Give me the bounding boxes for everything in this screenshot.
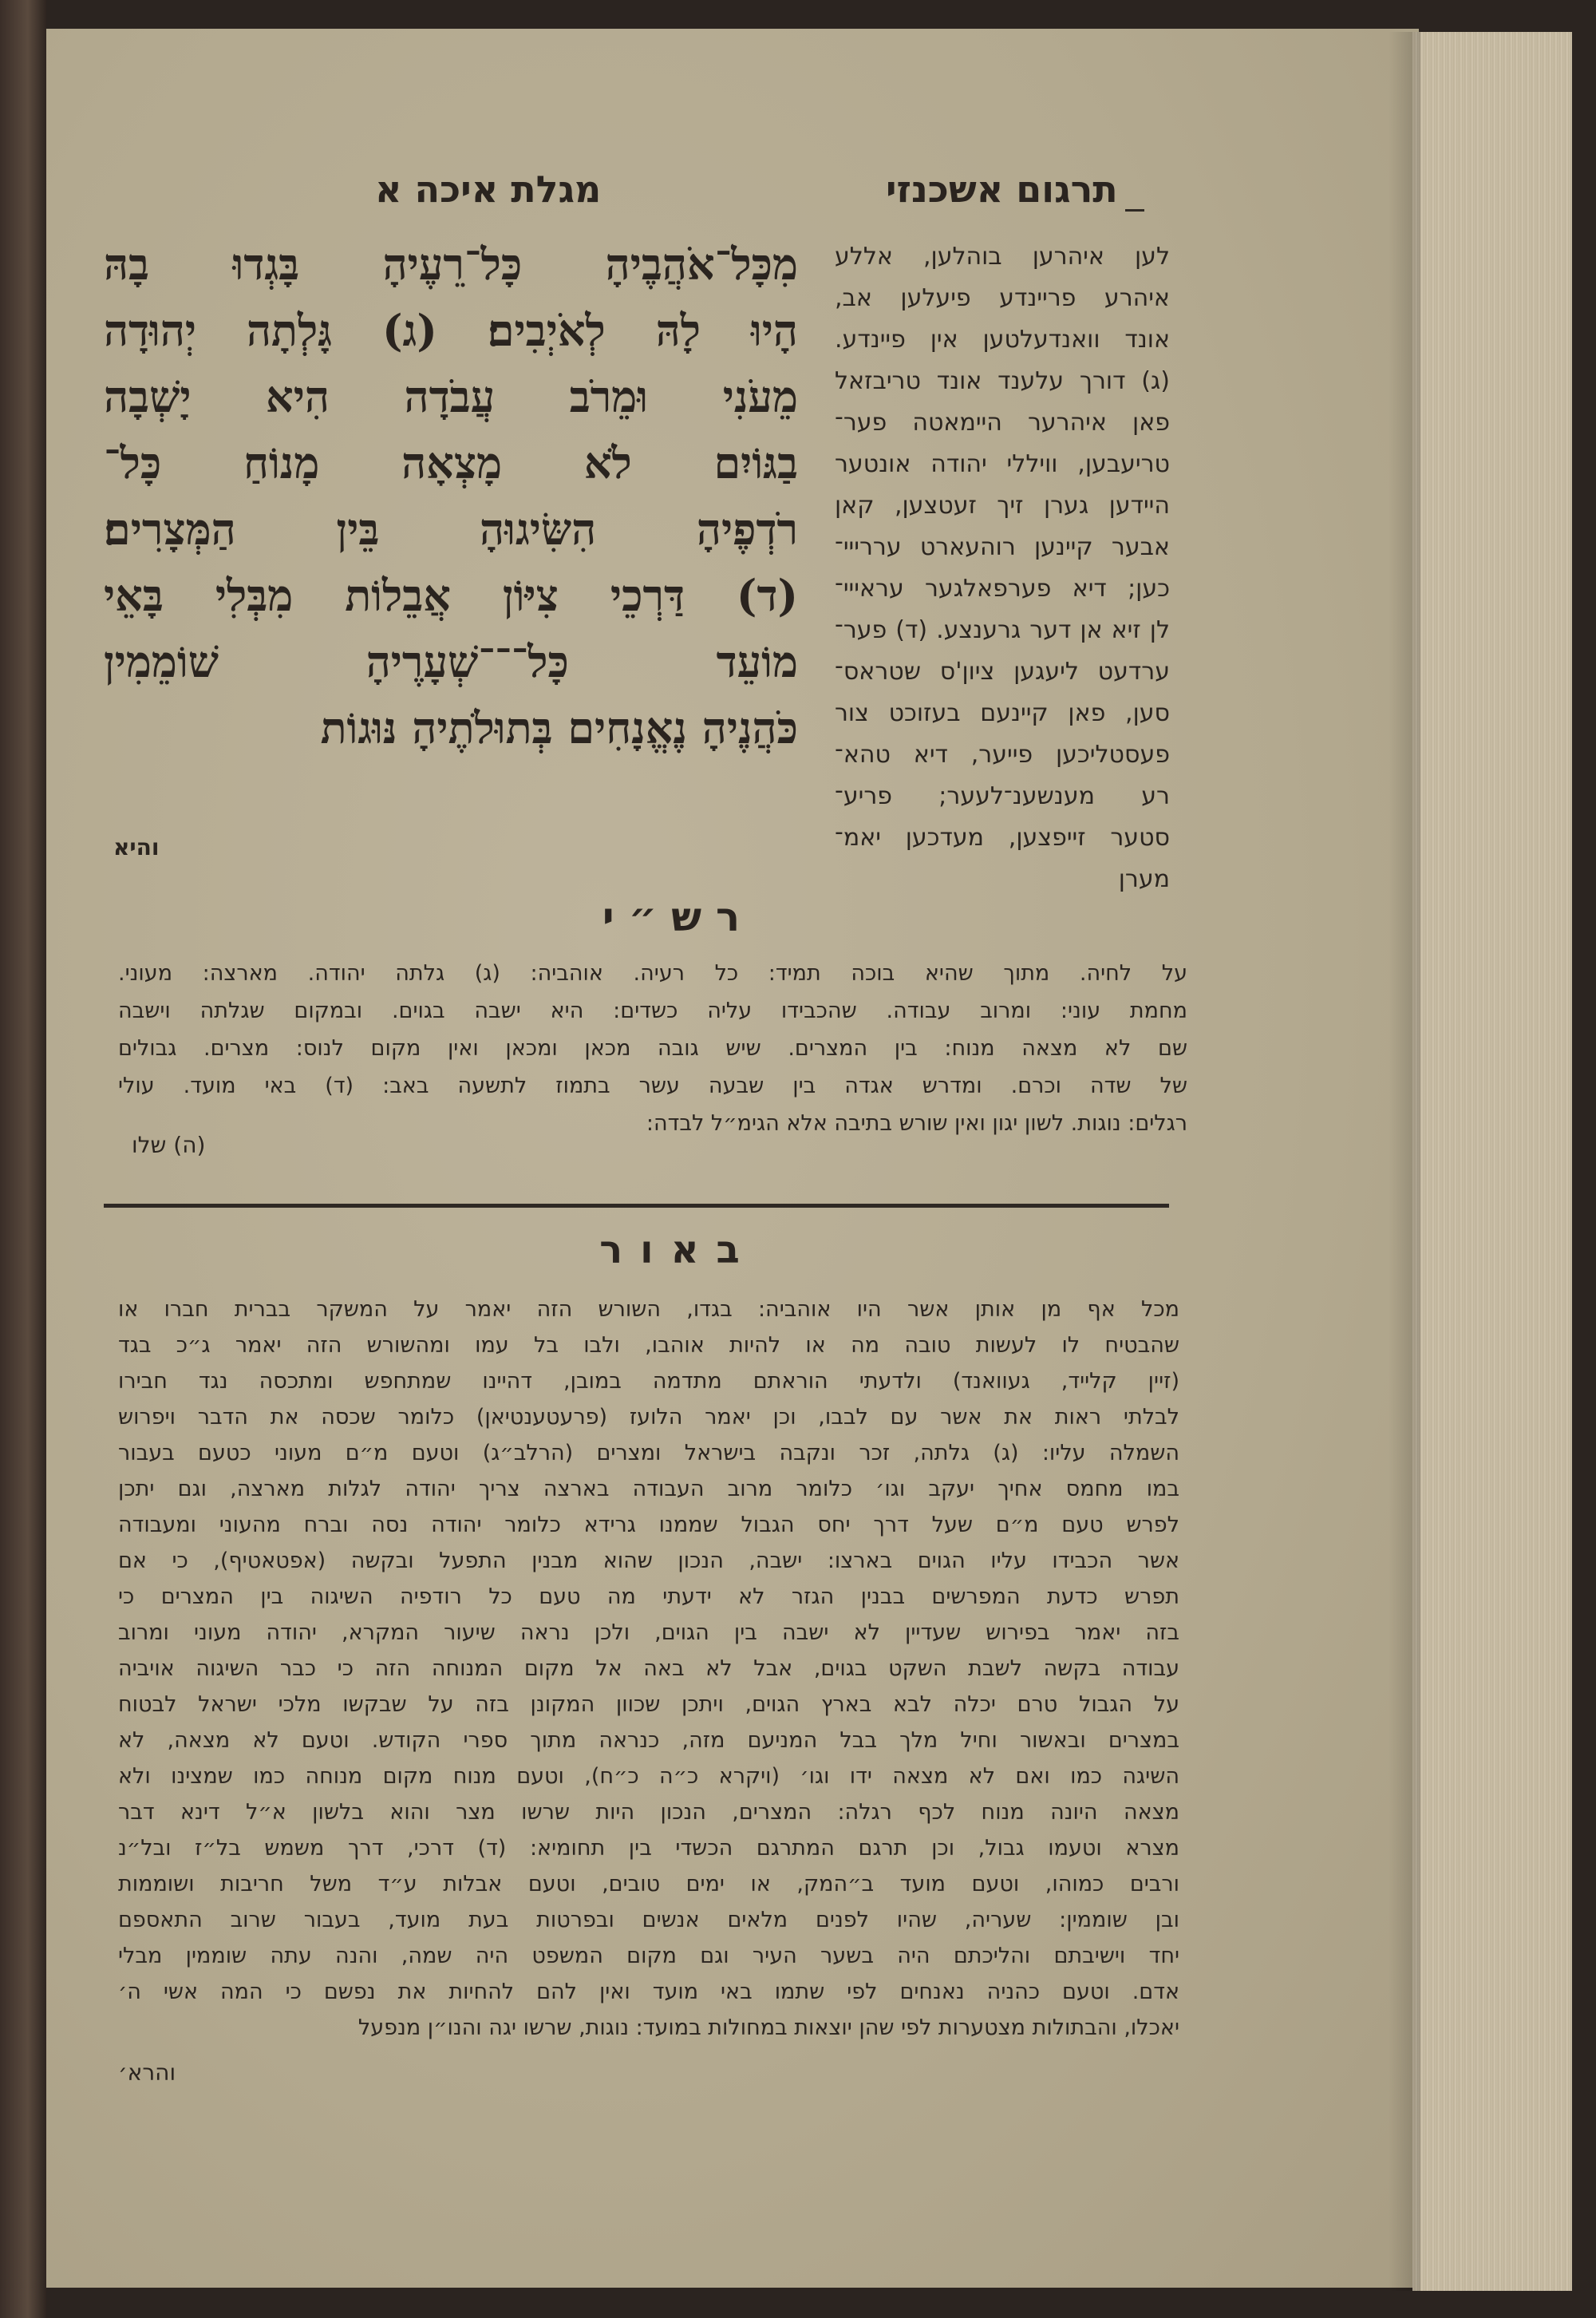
biur-line: במצרים ובאשור וחיל מלך בבל המניעם מזה, כנראה מתוך ספרי הקודש. וטעם לא מצאה, לא (118, 1728, 1179, 1753)
targum-line: מערן (1118, 865, 1170, 893)
section-divider (104, 1204, 1169, 1208)
targum-line: טריעבען, וויללי יהודה אונטער (835, 450, 1170, 478)
scripture-line: כֹּהֲנֶיהָ נֶאֱנָחִים בְּתוּלֹתֶיהָ נּוּגוֹת (320, 702, 798, 754)
biur-line: תפרש כדעת המפרשים בבנין הגזר לא ידעתי מה טעם כל רודפיה השיגוה בין המצרים כי (118, 1584, 1179, 1609)
book-spine (0, 0, 46, 2318)
biur-line: על הגבול טרם יכלה לבא בארץ הגוים, ויתכן שכוון המקונן בזה על שבקשו מלכי ישראל לבטוח (118, 1692, 1179, 1717)
biur-line: (זיין קלייד, געוואנד) ולדעתי הוראתם מתדמה במובן, דהיינו שמתחפש ומתכסה נגד חבירו (118, 1369, 1179, 1394)
biur-line: לפרש טעם מ״ם שעל דרך יחס הגבול שממנו גרידא כלומר יהודה נסה וברח מהעוני ומעבודה (118, 1513, 1179, 1537)
biur-line: יחד וישיבתם והליכתם היה בשער העיר וגם מקום המשפט היה שמה, והנה עתה שוממין מבלי (118, 1944, 1179, 1968)
targum-line: רע מענשענ־לעער; פריע־ (835, 782, 1170, 810)
targum-column (835, 236, 1170, 900)
targum-line: סען, פאן קיינעם בעזוכט צור (835, 699, 1170, 727)
biur-line: אדם. וטעם כהניה נאנחים לפי שתמו באי מועד ואין להם להחיות את נפשם כי המה אשי ה׳ (118, 1980, 1179, 2004)
targum-line: כען; דיא פערפאלגער עראייי־ (835, 575, 1170, 603)
rashi-line: של שדה וכרם. ומדרש אגדה בין שבעה עשר בתמוז לתשעה באב: (ד) באי מועד. עולי (118, 1074, 1187, 1098)
targum-line: פעסטליכען פייער, דיא טהא־ (835, 741, 1170, 769)
biur-line: השיגה כמו ואם לא מצאה ידו וגו׳ (ויקרא כ״ה כ״ח), וטעם מנוח מקום מנוחה כמו שמצינו ולא (118, 1764, 1179, 1789)
running-header-book: מגלת איכה א (375, 168, 602, 211)
biur-line: שהבטיח לו לעשות טובה מה או להיות אוהבו, ולבו בל עמו ומהשורש הזה יאמר ג״כ בגד (118, 1333, 1179, 1358)
biur-line: ובן שוממין: שעריה, שהיו לפנים מלאים אנשים ובפרטות בעת מועד, בעבור שרוב התאספם (118, 1908, 1179, 1932)
rashi-line: שם לא מצאה מנוח: בין המצרים. שיש גובה מכאן ומכאן ואין מקום לנוס: מצרים. גבולים (118, 1036, 1187, 1061)
rashi-line: על לחיה. מתוך שהיא בוכה תמיד: כל רעיה. אוהביה: (ג) גלתה יהודה. מארצה: מעוני. (118, 961, 1187, 986)
scripture-line: הָיוּ לָהּ לְאֹיְבִים׃ (ג) גָּלְתָה יְהוּדָה (104, 305, 798, 356)
biur-line: בזה יאמר בפירוש שעדיין לא ישבה בין הגוים, ולכן נראה שיעור המקרא, יהודה מעוני ומרוב (118, 1620, 1179, 1645)
biur-line: מכל אף מן אותן אשר היו אוהביה: בגדו, השורש הזה יאמר על המשקר בברית חברו או (118, 1297, 1179, 1322)
page-fore-edge (1412, 32, 1572, 2291)
targum-line: פאן איהרער היימאטה פער־ (835, 409, 1170, 437)
scripture-catchword: והיא (113, 834, 160, 860)
rashi-line: מחמת עוני: ומרוב עבודה. שהכבידו עליה כשדים: היא ישבה בגוים. ובמקום שגלתה וישבה (118, 999, 1187, 1023)
scripture-line: מוֹעֵד כָּל־־־שְׁעָרֶיהָ שׁוֹמֵמִין (104, 636, 798, 687)
scripture-line: בַגּוֹיִם לֹא מָצְאָה מָנוֹחַ כָּל־ (104, 437, 798, 489)
biur-line: מצרא וטעמו גבול, וכן תרגם המתרגם הכשדי בין תחומיא: (ד) דרכי, דרך משמש בל״ז ובל״נ (118, 1836, 1179, 1861)
targum-line: ערדעט ליעגען ציון'ס שטראס־ (835, 658, 1170, 686)
header-dash (1125, 209, 1144, 212)
biur-commentary (118, 1292, 1179, 2046)
page-edge-shadow (1389, 32, 1420, 2291)
targum-line: היידען גערן זיך זעטצען, קאן (835, 492, 1170, 520)
scripture-line: רֹדְפֶיהָ הִשִּׂיגוּהָ בֵּין הַמְּצָרִים׃ (104, 504, 798, 555)
biur-line: אשר הכבידו עליו הגוים בארצו: ישבה, הנכון שהוא מבנין התפעל ובקשה (אפטאטיף), כי אם (118, 1549, 1179, 1573)
biur-line: לבלתי ראות את אשר עם לבבו, וכן יאמר הלועז (פרעטענטיאן) כלומר שכסה את הדבר ויפרוש (118, 1405, 1179, 1430)
targum-line: אונד וואנדעלטען אין פיינדע. (835, 326, 1170, 354)
targum-line: אבער קיינען רוהעארט עררייי־ (835, 533, 1170, 561)
rashi-line: רגלים: נוגות. לשון יגון ואין שורש בתיבה אלא הגימ״ל לבדה: (646, 1111, 1187, 1136)
running-header-targum: תרגום אשכנזי (886, 168, 1118, 211)
scripture-line: (ד) דַּרְכֵי צִיּוֹן אֲבֵלוֹת מִבְּלִי בָּאֵי (104, 570, 798, 621)
targum-line: סטער זייפצען, מעדכען יאמ־ (835, 824, 1170, 852)
rashi-heading: רש״י (602, 894, 755, 940)
scripture-line: מֵעֹנִי וּמֵרֹב עֲבֹדָה הִיא יָשְׁבָה (104, 371, 798, 422)
biur-line: מצאה היונה מנוח לכף רגלה: המצרים, הנכון היות שרשו מצר והוא בלשון א״ל דינא דבר (118, 1800, 1179, 1825)
rashi-commentary (118, 955, 1187, 1142)
biur-line: יאכלו, והבתולות מצטערות לפי שהן יוצאות במחולות במועד: נוגות, שרשו יגה והנו״ן מנפעל (358, 2015, 1179, 2040)
targum-line: (ג) דורך עלענד אונד טריבזאל (835, 367, 1170, 395)
targum-line: לען איהרען בוהלען, אללע (835, 243, 1170, 271)
rashi-catchword: (ה) שלו (132, 1132, 206, 1158)
biur-heading: באור (599, 1228, 757, 1272)
biur-line: השמלה עליו: (ג) גלתה, זכר ונקבה בישראל ומצרים (הרלב״ג) וטעם מ״ם מעוני כטעם בעבור (118, 1441, 1179, 1466)
scripture-text (104, 231, 798, 761)
biur-catchword: והרא׳ (118, 2059, 176, 2086)
targum-line: לן זיא אן דער גרענצע. (ד) פער־ (835, 616, 1170, 644)
biur-line: ורבים כמוהו, וטעם מועד ב״המק, או ימים טובים, וטעם אבלות ע״ד משל חריבות ושוממות (118, 1872, 1179, 1897)
scripture-line: מִכָּל־אֹהֲבֶיהָ כָּל־רֵעֶיהָ בָּגְדוּ בָהּ (104, 239, 798, 290)
biur-line: במו מחמס אחיך יעקב וגו׳ כלומר מרוב העבודה בארצה צריך יהודה לגלות מארצה, וגם יתכן (118, 1477, 1179, 1501)
targum-line: איהרע פריינדע פיעלען אב, (835, 284, 1170, 312)
biur-line: עבודה בקשה לשבת השקט בגוים, אבל לא באה אל מקום המנוחה הזה כי כבר השיגוה אויביה (118, 1656, 1179, 1681)
